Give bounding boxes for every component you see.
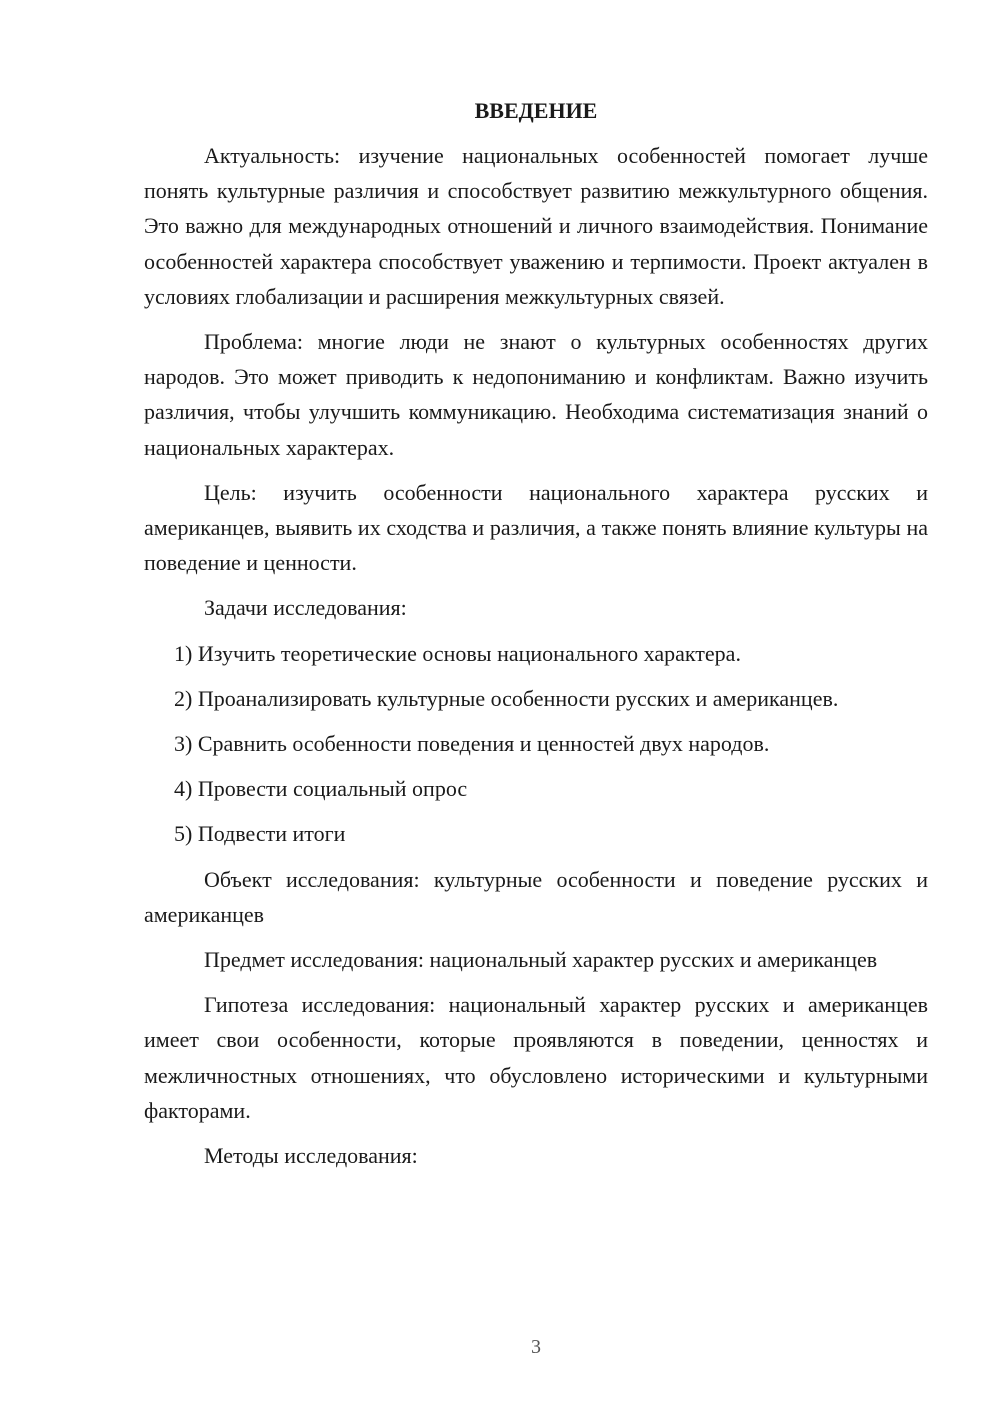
relevance-paragraph: Актуальность: изучение национальных особенностей помогает лучше понять культурные различия и способствует развитию межкультурного общения. Это важно для международных отношений и личного взаимодействия. Понимание особенностей характера способствует уважению и терпимости. Проект актуален в условиях глобализации и расширения межкультурных связей. <box>144 143 928 309</box>
hypothesis-paragraph: Гипотеза исследования: национальный характер русских и американцев имеет свои особенности, которые проявляются в поведении, ценностях и межличностных отношениях, что обусловлено историческими и культурными факторами. <box>144 992 928 1123</box>
subject-paragraph: Предмет исследования: национальный характер русских и американцев <box>204 947 878 973</box>
task-item: 4) Провести социальный опрос <box>174 776 468 802</box>
page-number: 3 <box>531 1336 541 1358</box>
problem-paragraph: Проблема: многие люди не знают о культурных особенностях других народов. Это может приводить к недопониманию и конфликтам. Важно изучить различия, чтобы улучшить коммуникацию. Необходима систематизация знаний о национальных характерах. <box>144 329 928 460</box>
task-item: 3) Сравнить особенности поведения и ценностей двух народов. <box>174 731 770 757</box>
goal-paragraph: Цель: изучить особенности национального характера русских и американцев, выявить их сходства и различия, а также понять влияние культуры на поведение и ценности. <box>144 479 928 576</box>
object-paragraph: Объект исследования: культурные особенности и поведение русских и американцев <box>144 866 928 927</box>
page-content <box>144 96 928 1183</box>
page-title: ВВЕДЕНИЕ <box>474 98 598 123</box>
tasks-title: Задачи исследования: <box>204 595 407 621</box>
task-item: 5) Подвести итоги <box>174 821 346 847</box>
task-item: 2) Проанализировать культурные особенности русских и американцев. <box>174 685 839 711</box>
methods-title: Методы исследования: <box>204 1143 418 1169</box>
task-item: 1) Изучить теоретические основы национального характера. <box>174 640 741 666</box>
